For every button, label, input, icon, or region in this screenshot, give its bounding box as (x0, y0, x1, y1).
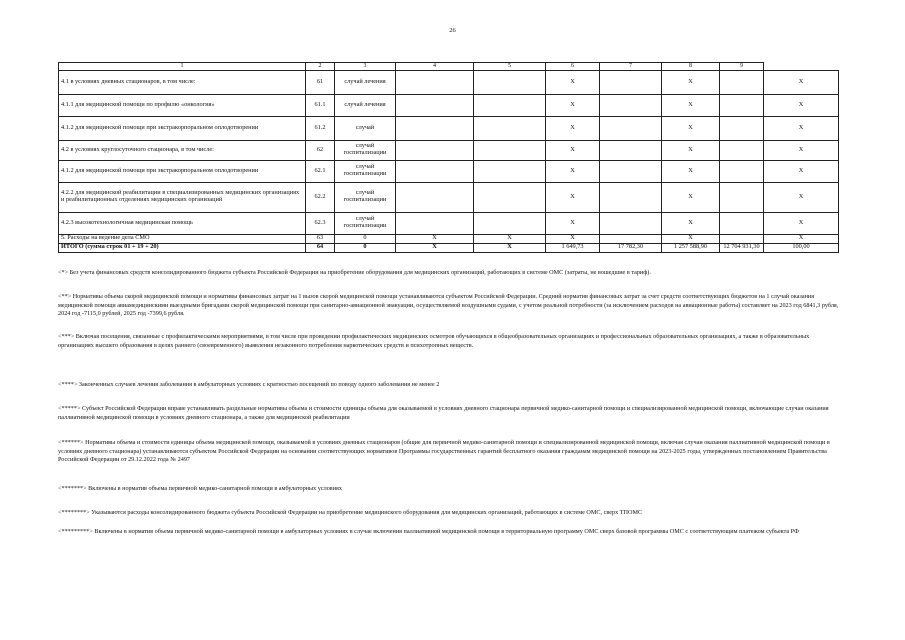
cell-c9: X (764, 140, 839, 160)
cell-c7: X (662, 182, 720, 212)
row-number: 62.1 (306, 160, 335, 182)
row-number: 64 (306, 243, 335, 252)
row-name: 4.2.3 высокотехнологичная медицинская помощь (59, 212, 306, 234)
row-number: 61 (306, 70, 335, 94)
row-unit: 0 (335, 243, 396, 252)
row-unit: случай лечения (335, 70, 396, 94)
cell-c5: 1 649,73 (546, 243, 600, 252)
row-name: 4.1.1 для медицинской помощи по профилю «онкология» (59, 94, 306, 116)
row-unit: случай (335, 116, 396, 140)
cell-c9: X (764, 182, 839, 212)
row-unit: случай госпитализации (335, 212, 396, 234)
cell-c6 (600, 234, 662, 243)
row-name: 4.1 в условиях дневных стационаров, в том числе: (59, 70, 306, 94)
cell-c5: X (546, 140, 600, 160)
cell-c3: X (396, 234, 474, 243)
cell-c3 (396, 160, 474, 182)
cell-c9: X (764, 212, 839, 234)
row-unit: случай лечения (335, 94, 396, 116)
table-row (59, 182, 839, 212)
cell-c4 (474, 70, 546, 94)
cell-c3 (396, 116, 474, 140)
page-number: 26 (449, 27, 456, 34)
cell-c9: X (764, 94, 839, 116)
col-header: 5 (474, 63, 546, 71)
footnote: <******> Нормативы объема и стоимости единицы объема медицинской помощи, оказываемой в условиях дневных стационаров (общие для первичной медико-санитарной помощи и специализированной медицинской помощи, включая случаи оказания паллиативной медицинской помощи в условиях дневного стационара) устанавливаются субъектом Российской Федерации на основании соответствующих нормативов Программы государственных гарантий бесплатного оказания гражданам медицинской помощи на 2023-2025 годы, утвержденных постановлением Правительства Российской Федерации от 29.12.2022 года № 2497 (58, 439, 830, 464)
col-header: 6 (546, 63, 600, 71)
cell-c6 (600, 140, 662, 160)
cell-c4 (474, 212, 546, 234)
cell-c6 (600, 160, 662, 182)
row-name: 4.2.2 для медицинской реабилитации в специализированных медицинских организациях и реабилитационных отделениях медицинских организаций (59, 182, 306, 212)
col-header: 4 (396, 63, 474, 71)
cell-c9: 100,00 (764, 243, 839, 252)
cell-c8 (720, 182, 764, 212)
cell-c5: X (546, 234, 600, 243)
cell-c6 (600, 94, 662, 116)
cell-c5: X (546, 94, 600, 116)
footnote: <****> Законченных случаев лечения заболевания в амбулаторных условиях с кратностью посещений по поводу одного заболевания не менее 2 (58, 381, 440, 388)
footnote: <********> Указываются расходы консолидированного бюджета субъекта Российской Федерации на приобретение медицинского оборудования для медицинских организаций, работающих в системе ОМС, сверх ТПОМС (58, 509, 643, 516)
cell-c7: X (662, 70, 720, 94)
cell-c7: X (662, 140, 720, 160)
cell-c8 (720, 94, 764, 116)
cell-c9: X (764, 70, 839, 94)
cell-c8: 12 704 931,30 (720, 243, 764, 252)
row-name: 4.1.2 для медицинской помощи при экстракорпоральном оплодотворении (59, 160, 306, 182)
footnote: <*********> Включены в норматив объема первичной медико-санитарной помощи в амбулаторных условиях в случае включения паллиативной медицинской помощи в территориальную программу ОМС сверх базовой программы ОМС с соответствующим платежом субъекта РФ (58, 528, 799, 535)
cell-c7: 1 257 588,90 (662, 243, 720, 252)
footnote: <*> Без учета финансовых средств консолидированного бюджета субъекта Российской Федерации на приобретение оборудования для медицинских организаций, работающих в системе ОМС (затраты, не вошедшие в тариф). (58, 269, 651, 276)
row-name: 5. Расходы на ведение дела СМО (59, 234, 306, 243)
row-name: 4.2 в условиях круглосуточного стационара, в том числе: (59, 140, 306, 160)
cell-c7: X (662, 212, 720, 234)
row-number: 62.2 (306, 182, 335, 212)
cell-c7: X (662, 160, 720, 182)
col-header: 1 (59, 63, 306, 71)
cell-c6 (600, 116, 662, 140)
cell-c9: X (764, 116, 839, 140)
table-row (59, 234, 839, 243)
cell-c8 (720, 116, 764, 140)
cell-c4 (474, 140, 546, 160)
cell-c6 (600, 182, 662, 212)
cell-c6 (600, 212, 662, 234)
footnote: <*****> Субъект Российской Федерации вправе устанавливать раздельные нормативы объема и стоимости единицы объема для оказываемой в условиях дневного стационара первичной медико-санитарной помощи и специализированной медицинской помощи, включающие случаи оказания паллиативной медицинской помощи в условиях дневного стационара, а также для медицинской реабилитации (58, 405, 829, 421)
cell-c5: X (546, 70, 600, 94)
cell-c7: X (662, 94, 720, 116)
col-header: 7 (600, 63, 662, 71)
table-row (59, 94, 839, 116)
cell-c8 (720, 160, 764, 182)
cell-c7: X (662, 234, 720, 243)
cell-c5: X (546, 182, 600, 212)
cell-c7: X (662, 116, 720, 140)
row-name: 4.1.2 для медицинской помощи при экстракорпоральном оплодотворении (59, 116, 306, 140)
table-row (59, 160, 839, 182)
table-row (59, 116, 839, 140)
cell-c3 (396, 94, 474, 116)
column-number-row (59, 63, 839, 71)
cell-c8 (720, 140, 764, 160)
row-unit: случай госпитализации (335, 140, 396, 160)
cell-c3 (396, 182, 474, 212)
cell-c3 (396, 212, 474, 234)
cell-c8 (720, 70, 764, 94)
cell-c5: X (546, 116, 600, 140)
cell-c3: X (396, 243, 474, 252)
row-unit: 0 (335, 234, 396, 243)
row-unit: случай госпитализации (335, 182, 396, 212)
row-number: 61.1 (306, 94, 335, 116)
cell-c4 (474, 116, 546, 140)
cell-c9: X (764, 160, 839, 182)
col-header: 2 (306, 63, 335, 71)
cell-c4 (474, 94, 546, 116)
table-row (59, 212, 839, 234)
cell-c5: X (546, 212, 600, 234)
financing-table (58, 62, 839, 253)
cell-c4: X (474, 234, 546, 243)
footnote: <***> Включая посещения, связанные с профилактическими мероприятиями, в том числе при проведении профилактических медицинских осмотров обучающихся в общеобразовательных организациях и профессиональных образовательных организациях, а также в образовательных организациях высшего образования в целях раннего (своевременного) выявления незаконного потребления наркотических средств и психотропных веществ. (58, 333, 810, 349)
cell-c9: X (764, 234, 839, 243)
cell-c4: X (474, 243, 546, 252)
row-number: 61.2 (306, 116, 335, 140)
cell-c8 (720, 234, 764, 243)
cell-c3 (396, 70, 474, 94)
row-number: 62.3 (306, 212, 335, 234)
col-header: 3 (335, 63, 396, 71)
cell-c4 (474, 182, 546, 212)
row-number: 62 (306, 140, 335, 160)
table-row (59, 70, 839, 94)
cell-c4 (474, 160, 546, 182)
cell-c8 (720, 212, 764, 234)
table-row (59, 140, 839, 160)
col-header: 8 (662, 63, 720, 71)
row-number: 63 (306, 234, 335, 243)
row-name: ИТОГО (сумма строк 01 + 19 + 20) (59, 243, 306, 252)
cell-c3 (396, 140, 474, 160)
row-unit: случай госпитализации (335, 160, 396, 182)
footnote: <*******> Включены в норматив объема первичной медико-санитарной помощи в амбулаторных условиях (58, 485, 342, 492)
col-header: 9 (720, 63, 764, 71)
total-row (59, 243, 839, 252)
footnote: <**> Нормативы объема скорой медицинской помощи и нормативы финансовых затрат на 1 вызов скорой медицинской помощи устанавливаются субъектом Российской Федерации. Средний норматив финансовых затрат за счет средств соответствующих бюджетов на 1 случай оказания медицинской помощи авиамедицинскими выездными бригадами скорой медицинской помощи при санитарно-авиационной эвакуации, осуществляемой воздушными судами, с учетом реальной потребности (за исключением расходов на авиационные работы) составляет на 2023 год 6841,3 рубля, 2024 год -7115,0 рублей, 2025 год -7399,6 рубля. (58, 293, 839, 318)
cell-c5: X (546, 160, 600, 182)
cell-c6 (600, 70, 662, 94)
cell-c6: 17 782,30 (600, 243, 662, 252)
